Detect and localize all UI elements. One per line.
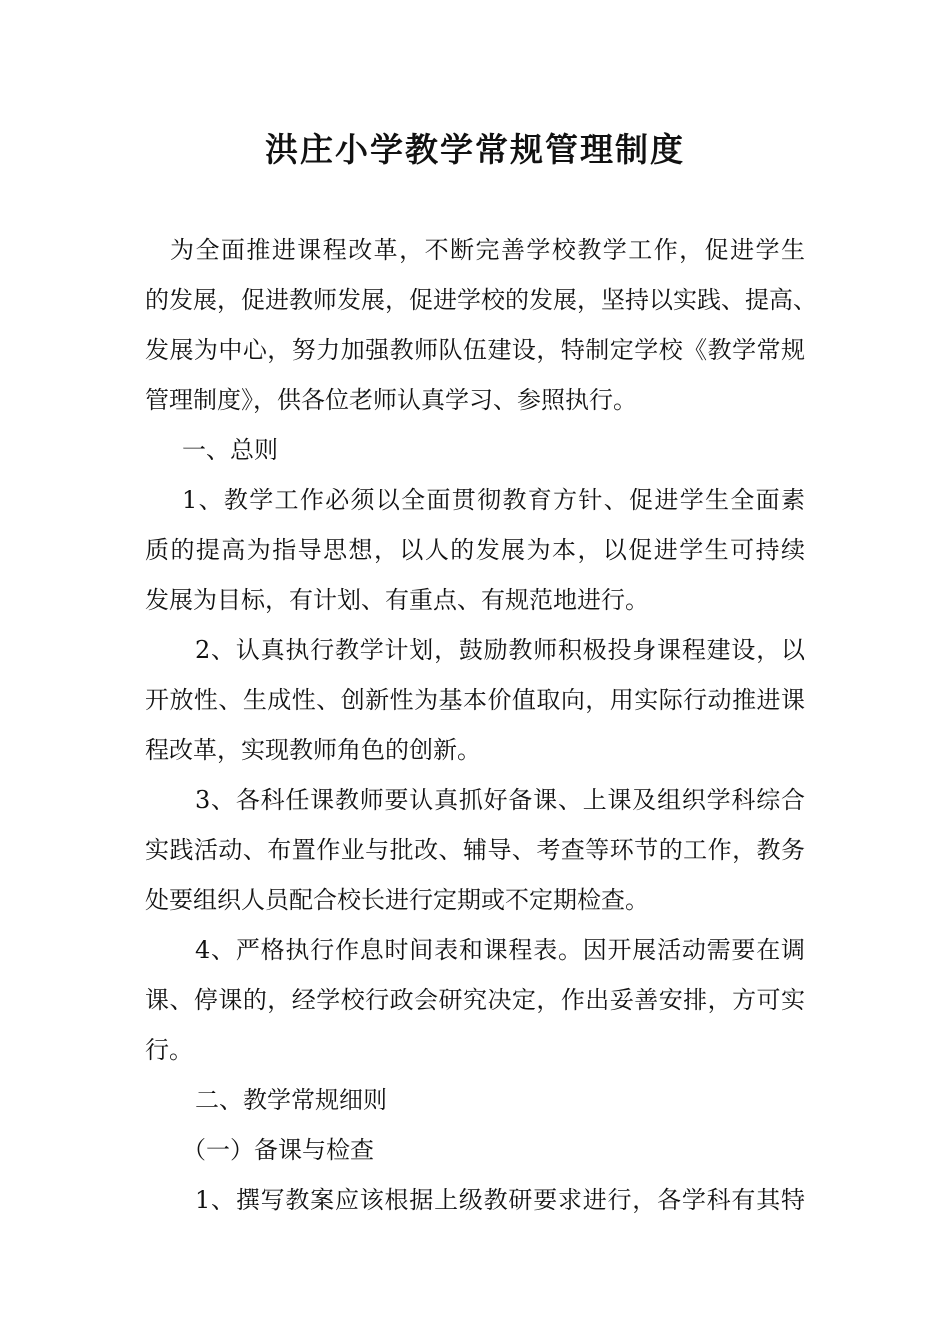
paragraph-line: 发展为中心，努力加强教师队伍建设，特制定学校《教学常规	[145, 336, 805, 364]
paragraph-line: 的发展，促进教师发展，促进学校的发展，坚持以实践、提高、	[145, 286, 817, 314]
paragraph-line: 1、教学工作必须以全面贯彻教育方针、促进学生全面素	[182, 486, 805, 514]
paragraph-line: 3、各科任课教师要认真抓好备课、上课及组织学科综合	[195, 786, 805, 814]
paragraph-line: 1、撰写教案应该根据上级教研要求进行，各学科有其特	[195, 1186, 805, 1214]
paragraph-line: 实践活动、布置作业与批改、辅导、考查等环节的工作，教务	[145, 836, 805, 864]
paragraph-line: 处要组织人员配合校长进行定期或不定期检查。	[145, 886, 649, 914]
paragraph-line: 行。	[145, 1036, 193, 1064]
document-title: 洪庄小学教学常规管理制度	[265, 130, 685, 169]
paragraph-line: 4、严格执行作息时间表和课程表。因开展活动需要在调	[195, 936, 805, 964]
subsection-heading: （一）备课与检查	[182, 1136, 374, 1164]
paragraph-line: 程改革，实现教师角色的创新。	[145, 736, 481, 764]
paragraph-line: 课、停课的，经学校行政会研究决定，作出妥善安排，方可实	[145, 986, 805, 1014]
paragraph-line: 质的提高为指导思想，以人的发展为本，以促进学生可持续	[145, 536, 805, 564]
paragraph-line: 为全面推进课程改革，不断完善学校教学工作，促进学生	[170, 236, 805, 264]
paragraph-line: 开放性、生成性、创新性为基本价值取向，用实际行动推进课	[145, 686, 805, 714]
paragraph-line: 2、认真执行教学计划，鼓励教师积极投身课程建设，以	[195, 636, 805, 664]
section-heading: 二、教学常规细则	[195, 1086, 387, 1114]
paragraph-line: 管理制度》，供各位老师认真学习、参照执行。	[145, 386, 637, 414]
paragraph-line: 发展为目标，有计划、有重点、有规范地进行。	[145, 586, 649, 614]
section-heading: 一、总则	[182, 436, 278, 464]
